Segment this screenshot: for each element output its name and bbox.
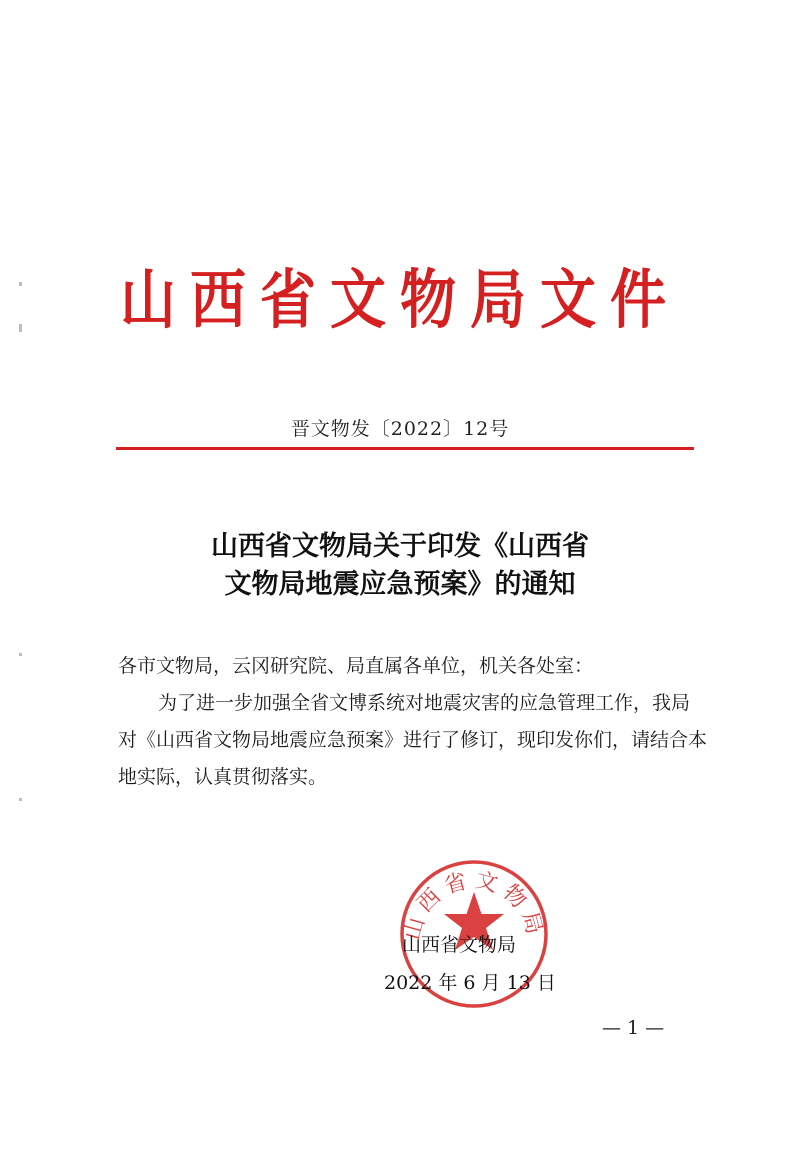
scan-margin-mark <box>19 653 22 656</box>
issue-date: 2022 年 6 月 13 日 <box>384 972 556 994</box>
notice-title <box>0 528 800 604</box>
notice-title-line-2: 文物局地震应急预案》的通知 <box>224 569 576 600</box>
salutation: 各市文物局，云冈研究院、局直属各单位，机关各处室： <box>118 655 594 677</box>
seal-text: 山西省文物局 <box>399 867 549 943</box>
page-number: — 1 — <box>602 1017 665 1039</box>
document-number: 晋文物发〔2022〕12号 <box>290 418 510 440</box>
masthead-title: 山西省文物局文件 <box>120 262 680 339</box>
notice-body <box>118 648 708 796</box>
scan-margin-mark <box>19 798 22 801</box>
red-separator-line <box>116 447 694 450</box>
issuer-name: 山西省文物局 <box>402 934 517 956</box>
body-paragraph: 为了进一步加强全省文博系统对地震灾害的应急管理工作，我局对《山西省文物局地震应急预案》进行了修订，现印发你们，请结合本地实际，认真贯彻落实。 <box>118 692 708 788</box>
notice-title-line-1: 山西省文物局关于印发《山西省 <box>211 531 589 562</box>
